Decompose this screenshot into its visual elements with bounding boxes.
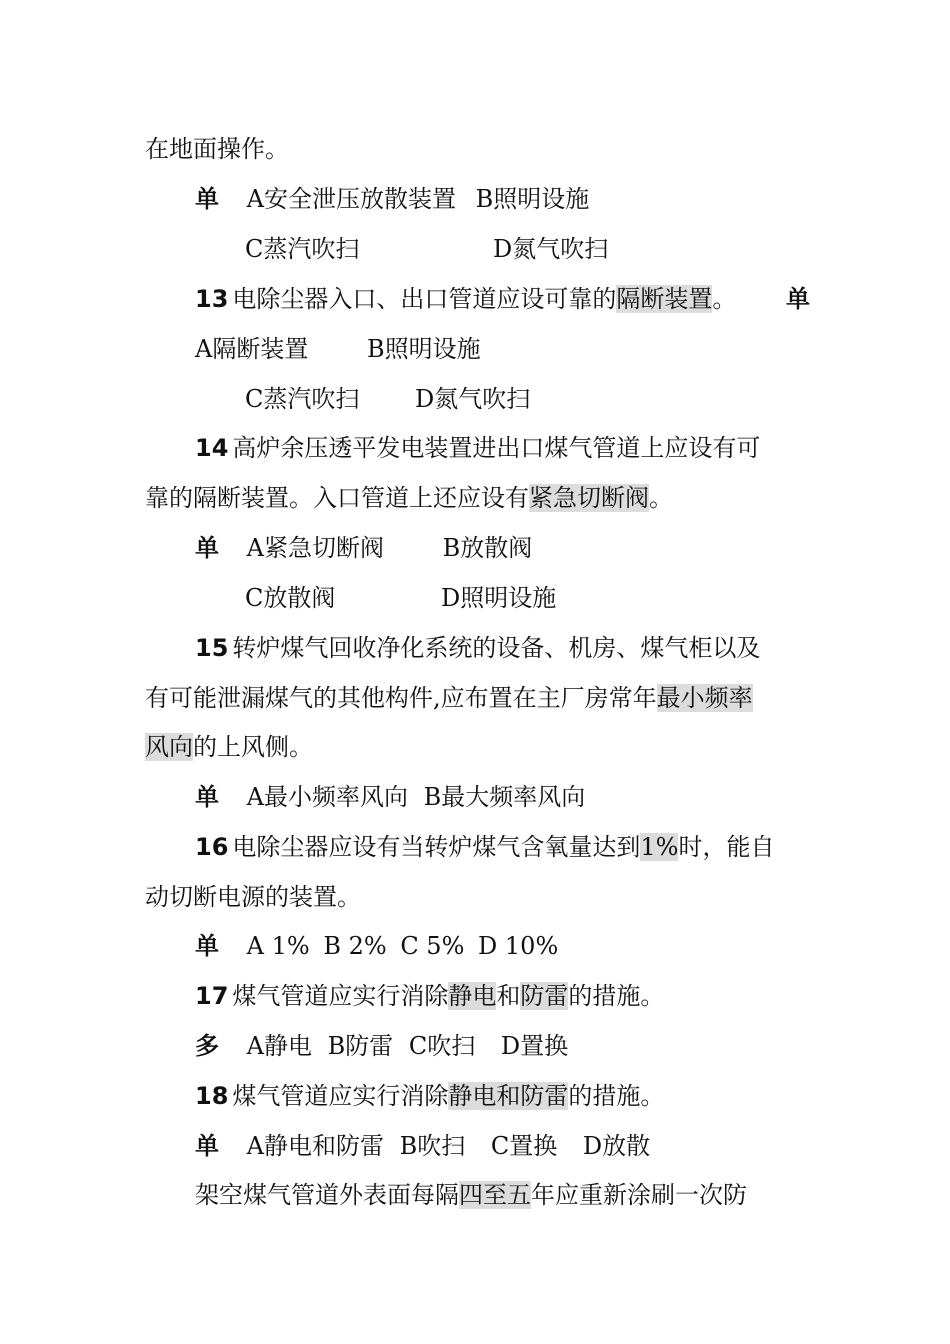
- question-type-label: 单: [195, 932, 219, 960]
- question-number: 13: [195, 285, 229, 313]
- option-d: D放散: [582, 1132, 651, 1160]
- question-text: 煤气管道应实行消除: [232, 982, 449, 1010]
- question-text: 年应重新涂刷一次防: [531, 1181, 747, 1209]
- option-d: D照明设施: [441, 584, 557, 612]
- option-a: A静电: [246, 1032, 312, 1060]
- option-d: D置换: [500, 1032, 569, 1060]
- options-line: [245, 383, 910, 415]
- answer-highlight: 静电和防雷: [448, 1082, 569, 1110]
- option-b: B放散阀: [442, 534, 533, 562]
- option-c: C 5%: [400, 932, 465, 960]
- question-type-label: 单: [195, 783, 219, 811]
- answer-highlight: 静电: [448, 982, 497, 1010]
- answer-highlight: 紧急切断阀: [529, 484, 649, 512]
- question-text: 架空煤气管道外表面每隔: [195, 1181, 459, 1209]
- answer-highlight: 风向: [145, 733, 193, 761]
- question-number: 18: [195, 1082, 229, 1110]
- text: 。: [649, 484, 673, 512]
- question-line: [195, 283, 810, 315]
- answer-highlight: 防雷: [520, 982, 569, 1010]
- text: 和: [496, 982, 521, 1010]
- text: 。: [712, 285, 737, 313]
- question-line: [145, 482, 810, 514]
- question-type-label: 单: [195, 185, 219, 213]
- text-line: [145, 133, 810, 165]
- option-a: A安全泄压放散装置: [246, 185, 456, 213]
- question-line: [195, 980, 860, 1012]
- option-b: B照明设施: [367, 335, 481, 363]
- option-c: C蒸汽吹扫: [245, 235, 360, 263]
- question-text: 靠的隔断装置。入口管道上还应设有: [145, 484, 529, 512]
- options-line: [195, 930, 860, 962]
- question-text: 动切断电源的装置。: [145, 883, 361, 911]
- question-line: [195, 1080, 860, 1112]
- question-text: 电除尘器应设有当转炉煤气含氧量达到: [232, 833, 641, 861]
- question-type-label: 多: [195, 1032, 219, 1060]
- answer-highlight: 四至五: [459, 1181, 531, 1209]
- question-type-label: 单: [195, 534, 219, 562]
- options-line: [195, 333, 860, 365]
- option-c: C蒸汽吹扫: [245, 385, 360, 413]
- answer-highlight: 最小频率: [656, 684, 753, 712]
- option-b: B 2%: [323, 932, 387, 960]
- answer-highlight: 隔断装置: [616, 285, 713, 313]
- question-text: 时，能自: [678, 833, 775, 861]
- question-number: 17: [195, 982, 229, 1010]
- question-line: [145, 731, 810, 763]
- option-a: A紧急切断阀: [246, 534, 384, 562]
- options-line: [245, 233, 910, 265]
- question-text: 电除尘器入口、出口管道应设可靠的: [232, 285, 617, 313]
- question-text: 煤气管道应实行消除: [232, 1082, 449, 1110]
- question-line: [195, 632, 860, 664]
- option-c: C置换: [490, 1132, 558, 1160]
- option-a: A静电和防雷: [246, 1132, 384, 1160]
- question-number: 16: [195, 833, 229, 861]
- option-d: D氮气吹扫: [493, 235, 609, 263]
- question-line: [145, 682, 810, 714]
- question-number: 14: [195, 434, 229, 462]
- option-b: B照明设施: [475, 185, 590, 213]
- option-d: D氮气吹扫: [415, 385, 531, 413]
- option-c: C吹扫: [408, 1032, 476, 1060]
- option-a: A 1%: [246, 932, 310, 960]
- options-line: [195, 1030, 860, 1062]
- question-type-label: 单: [195, 1132, 219, 1160]
- question-text: 高炉余压透平发电装置进出口煤气管道上应设有可: [232, 434, 761, 462]
- options-line: [195, 532, 860, 564]
- option-b: B防雷: [327, 1032, 394, 1060]
- question-line: [195, 1179, 860, 1211]
- options-line: [195, 781, 860, 813]
- option-b: B最大频率风向: [423, 783, 586, 811]
- option-c: C放散阀: [245, 584, 336, 612]
- question-text: 转炉煤气回收净化系统的设备、机房、煤气柜以及: [232, 634, 761, 662]
- text: 的上风侧。: [193, 733, 313, 761]
- option-a: A最小频率风向: [246, 783, 408, 811]
- option-b: B吹扫: [399, 1132, 466, 1160]
- options-line: [195, 183, 860, 215]
- question-number: 15: [195, 634, 229, 662]
- option-a: A隔断装置: [195, 335, 309, 363]
- options-line: [245, 582, 910, 614]
- question-line: [195, 432, 860, 464]
- answer-highlight: 1%: [640, 833, 679, 861]
- text: 的措施。: [568, 982, 665, 1010]
- text: 的措施。: [568, 1082, 665, 1110]
- question-line: [195, 831, 860, 863]
- text: 在地面操作。: [145, 135, 289, 163]
- question-line: [145, 881, 810, 913]
- options-line: [195, 1130, 860, 1162]
- question-type-label: 单: [786, 285, 810, 313]
- option-d: D 10%: [478, 932, 559, 960]
- question-text: 有可能泄漏煤气的其他构件,应布置在主厂房常年: [145, 684, 657, 712]
